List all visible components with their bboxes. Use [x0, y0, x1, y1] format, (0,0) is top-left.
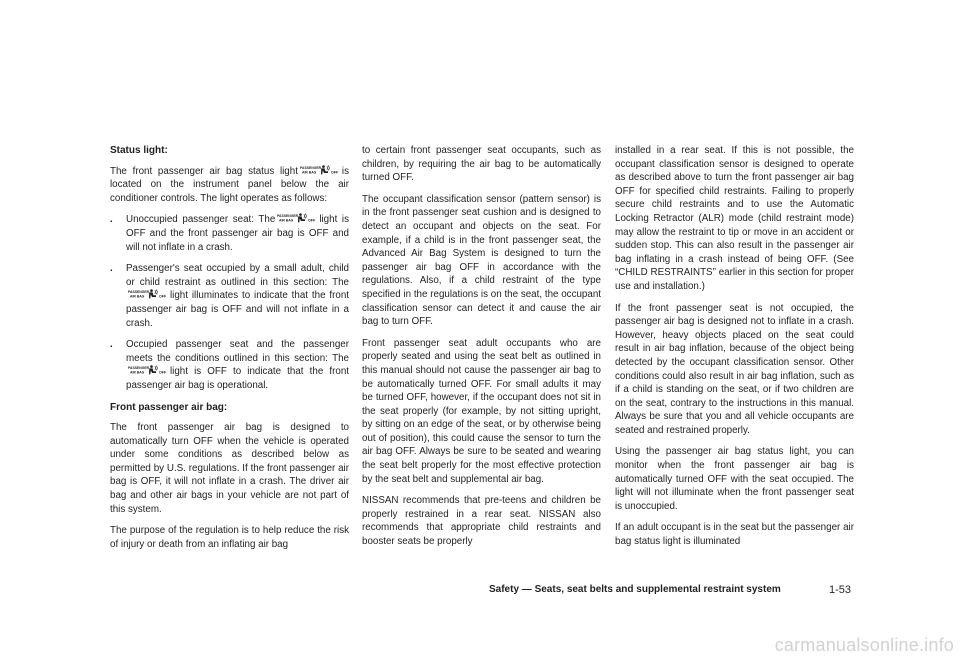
passenger-airbag-off-icon [128, 289, 168, 299]
svg-text:AIR BAG: AIR BAG [301, 170, 317, 175]
column-2 [362, 144, 601, 557]
bullet-dot: . [110, 339, 113, 351]
svg-text:AIR BAG: AIR BAG [130, 370, 145, 375]
list-item: . Passenger's seat occupied by a small adult, child or child restraint as outlined in this section: The PASSENGER AIR BAG OFF light illuminates to indicate that the front passenger air bag is OFF and will not inflate in a crash. [110, 263, 349, 329]
section-heading-status-light: Status light: [110, 145, 168, 156]
column-1 [110, 144, 349, 559]
footer-section-title: Safety — Seats, seat belts and supplemental restraint system [489, 584, 781, 595]
svg-text:AIR BAG: AIR BAG [130, 294, 145, 299]
bullet-dot: . [110, 214, 113, 226]
svg-text:OFF: OFF [159, 370, 167, 375]
page-footer [489, 583, 851, 597]
page-number: 1-53 [828, 584, 851, 596]
paragraph: NISSAN recommends that pre-teens and children be properly restrained in a rear seat. NISSAN also recommends that appropriate child restraints and booster seats be properly [362, 495, 601, 548]
paragraph: The front passenger air bag status light PASSENGER AIR BAG OFF is located on the instrument panel below the air conditioner controls. The light operates as follows: [110, 165, 349, 204]
watermark: carmanualsonline.info [774, 635, 954, 655]
paragraph: to certain front passenger seat occupants, such as children, by requiring the air bag to be automatically turned OFF. [362, 145, 601, 184]
paragraph: The front passenger air bag is designed to automatically turn OFF when the vehicle is operated under some conditions as described below as permitted by U.S. regulations. If the front passenger air bag is OFF, it will not inflate in a crash. The driver air bag and other air bags in your vehicle are not part of this system. [110, 422, 349, 515]
paragraph: The purpose of the regulation is to help reduce the risk of injury or death from an inflating air bag [110, 525, 349, 550]
paragraph: Front passenger seat adult occupants who are properly seated and using the seat belt as outlined in this manual should not cause the passenger air bag to be automatically turned OFF. For small adults it may be turned OFF, however, if the occupant does not sit in the seat properly (for example, by not sitting upright, by sitting on an edge of the seat, or by otherwise being out of position), this could cause the sensor to turn the air bag OFF. Always be sure to be seated and wearing the seat belt properly for the most effective protection by the seat belt and supplemental air bag. [362, 337, 601, 485]
bullet-dot: . [110, 263, 113, 275]
svg-text:PASSENGER: PASSENGER [277, 214, 299, 219]
section-heading-front-passenger-air-bag: Front passenger air bag: [110, 401, 228, 413]
svg-text:OFF: OFF [308, 218, 316, 223]
paragraph: Using the passenger air bag status light, you can monitor when the front passenger air bag is automatically turned OFF with the seat occupied. The light will not illuminate when the front passenger seat is unoccupied. [615, 446, 854, 512]
paragraph: If an adult occupant is in the seat but the passenger air bag status light is illuminated [615, 522, 854, 548]
column-3 [615, 144, 854, 557]
svg-text:PASSENGER: PASSENGER [128, 366, 150, 371]
svg-text:AIR BAG: AIR BAG [279, 218, 294, 223]
list-item: . Unoccupied passenger seat: The PASSENGER AIR BAG OFF light is OFF and the front passenger air bag is OFF and will not inflate in a crash. [110, 214, 349, 253]
passenger-airbag-off-icon [300, 165, 340, 175]
paragraph: If the front passenger seat is not occupied, the passenger air bag is designed not to inflate in a crash. However, heavy objects placed on the seat could result in air bag inflation, because of the object being detected by the occupant classification sensor. Other conditions could also result in air bag inflation, such as if a child is standing on the seat, or if two children are on the seat, contrary to the instructions in this manual. Always be sure that you and all vehicle occupants are seated and restrained properly. [615, 302, 854, 436]
passenger-airbag-off-icon [128, 365, 168, 375]
passenger-airbag-off-icon [277, 213, 317, 223]
svg-text:PASSENGER: PASSENGER [128, 290, 150, 295]
paragraph: The occupant classification sensor (pattern sensor) is in the front passenger seat cushion and is designed to detect an occupant and objects on the seat. For example, if a child is in the front passenger seat, the Advanced Air Bag System is designed to turn the passenger air bag OFF in accordance with the regulations. Also, if a child restraint of the type specified in the regulations is on the seat, the occupant classification sensor can detect it and cause the air bag to turn OFF. [362, 193, 601, 328]
svg-text:OFF: OFF [159, 294, 167, 299]
svg-text:PASSENGER: PASSENGER [299, 165, 321, 170]
paragraph: installed in a rear seat. If this is not possible, the occupant classification sensor is designed to operate as described above to turn the front passenger air bag OFF for specified child restraints. Failing to properly secure child restraints and to use the Automatic Locking Retractor (ALR) mode (child restraint mode) may allow the restraint to tip or move in an accident or sudden stop. This can also result in the passenger air bag inflating in a crash instead of being OFF. (See “CHILD RESTRAINTS” earlier in this section for proper use and installation.) [615, 145, 854, 292]
svg-text:OFF: OFF [330, 170, 339, 175]
list-item: . Occupied passenger seat and the passenger meets the conditions outlined in this section: The PASSENGER AIR BAG OFF light is OFF to indicate that the front passenger air bag is operational. [110, 339, 349, 391]
